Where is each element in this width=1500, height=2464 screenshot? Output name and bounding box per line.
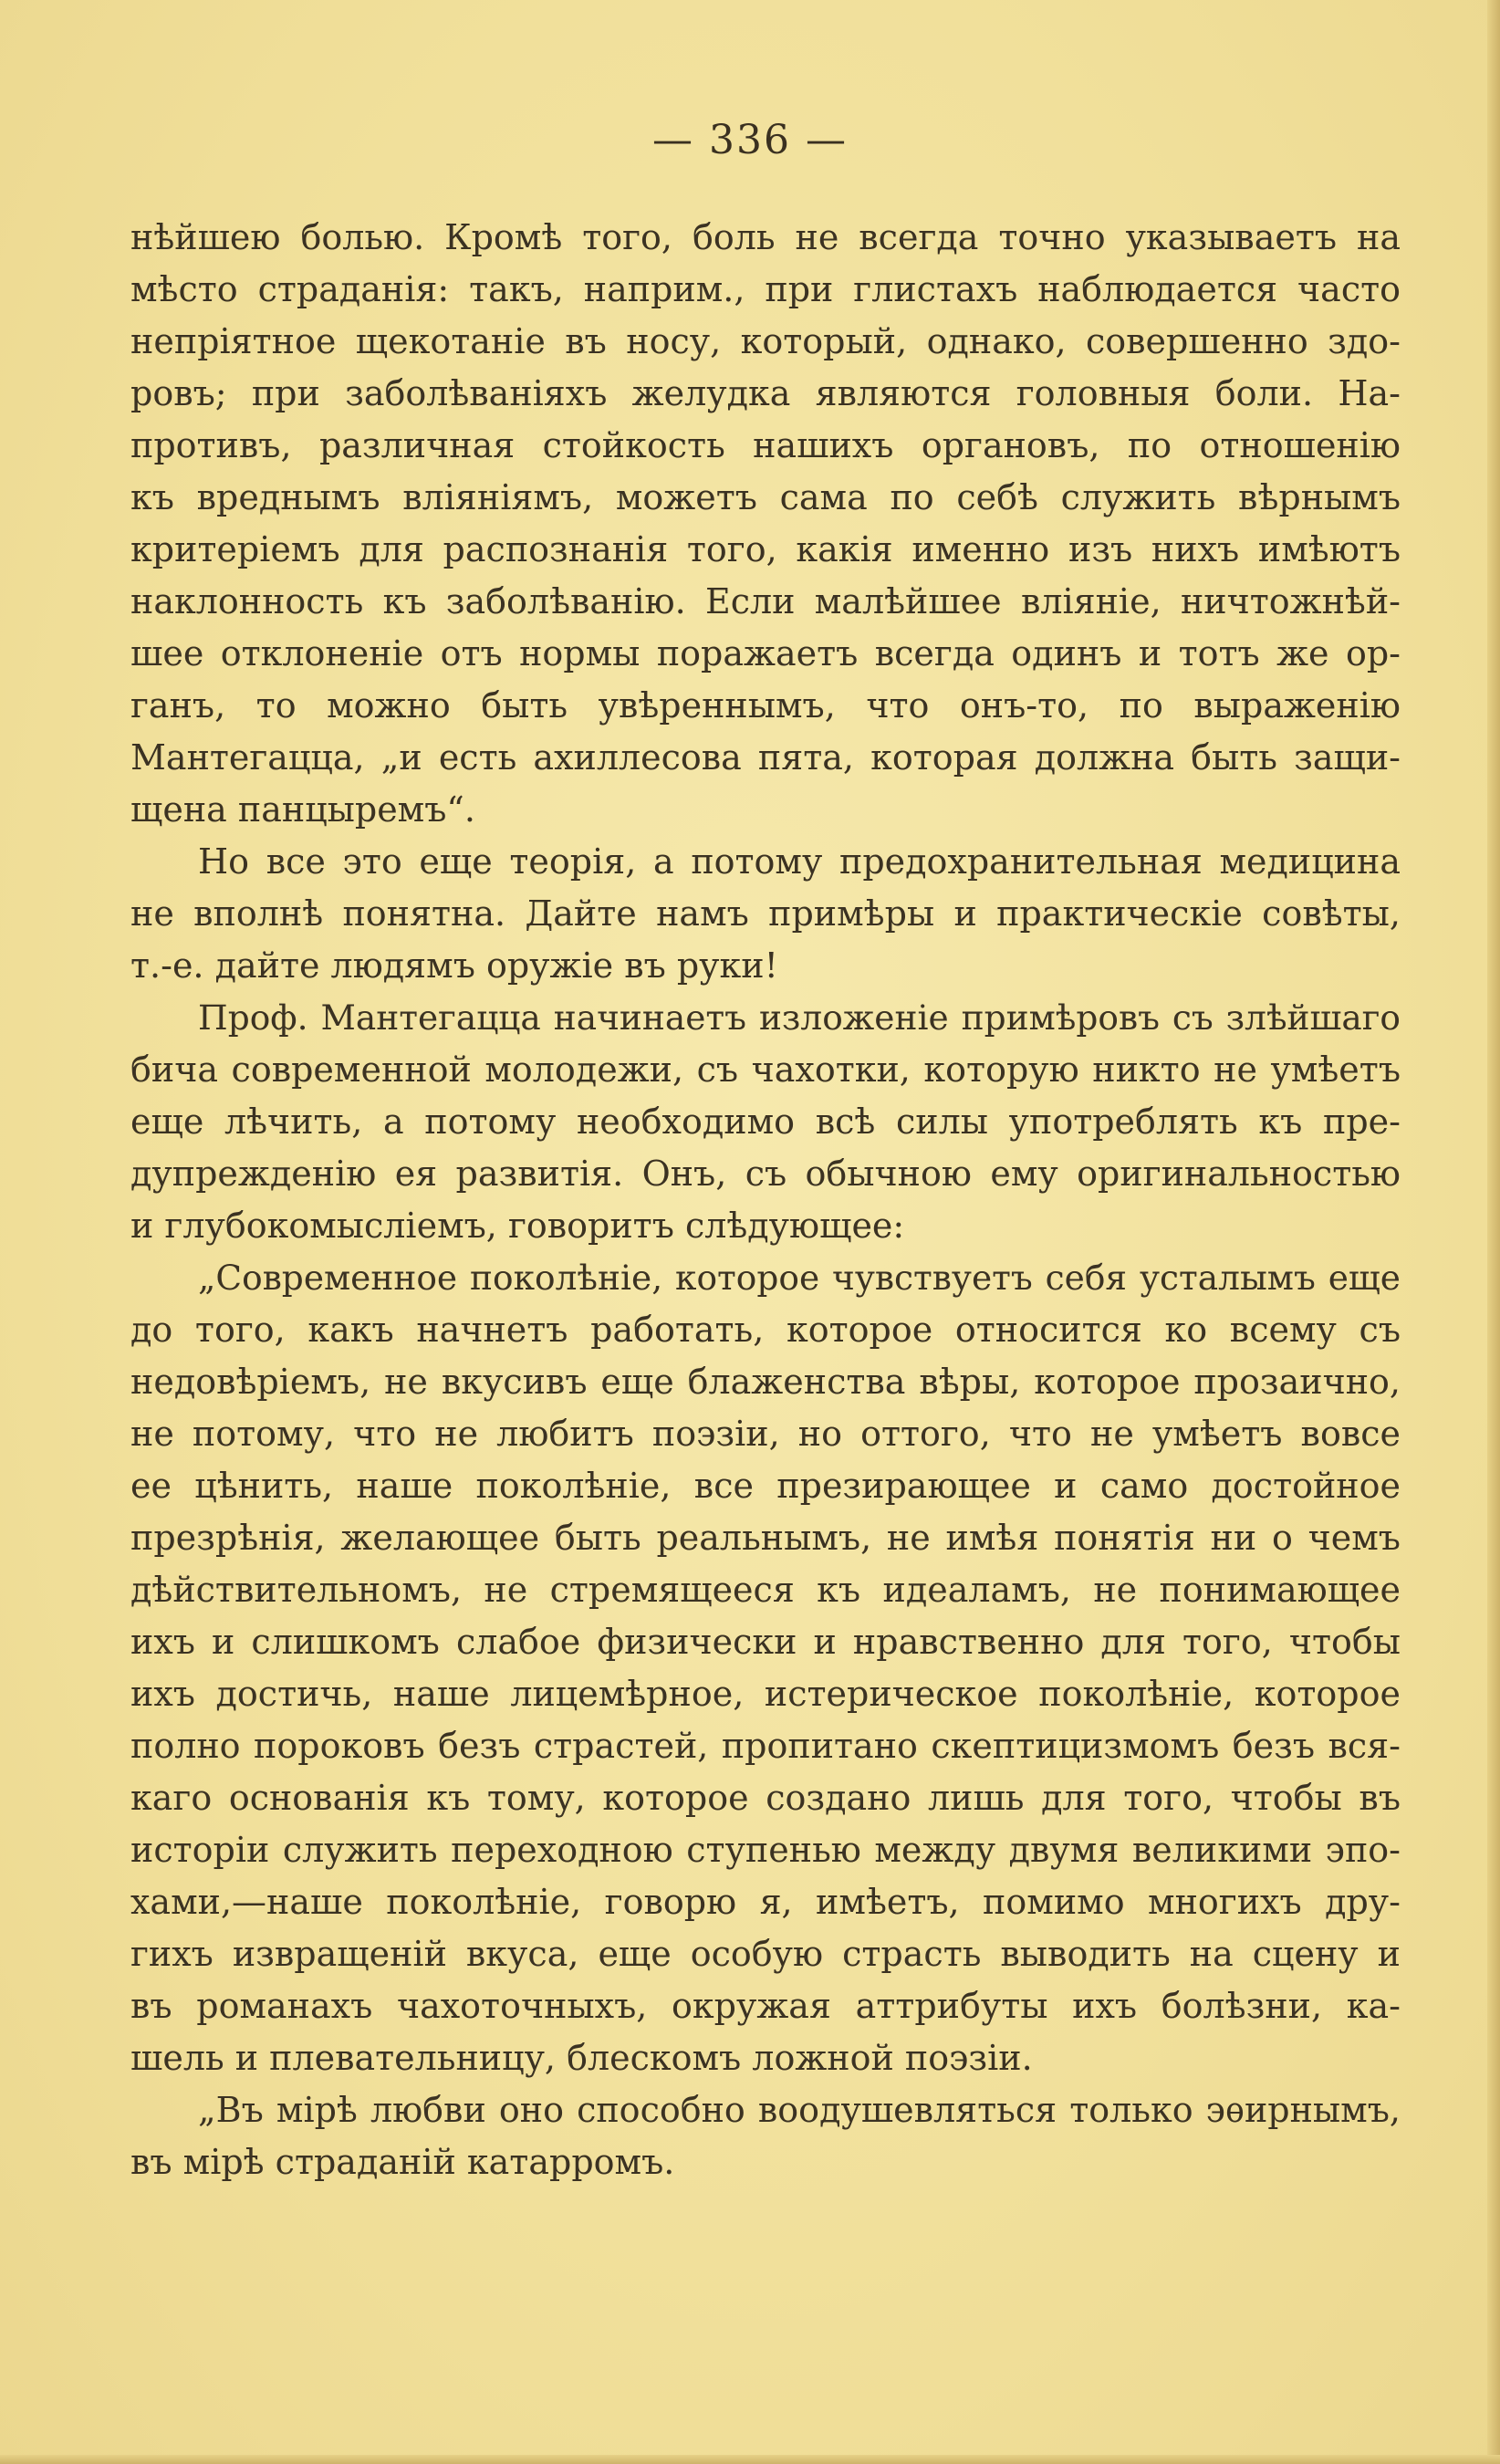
- text-line: исторіи служить переходною ступенью между двумя великими эпо-: [130, 1830, 1401, 1870]
- text-line: Мантегацца, „и есть ахиллесова пята, которая должна быть защи-: [130, 737, 1401, 778]
- text-line: Проф. Мантегацца начинаетъ изложеніе примѣровъ съ злѣйшаго: [198, 997, 1401, 1038]
- text-line: дупрежденію ея развитія. Онъ, съ обычною ему оригинальностью: [130, 1154, 1401, 1194]
- page-number: — 336 —: [652, 117, 848, 163]
- text-line: ее цѣнить, наше поколѣніе, все презирающее и само достойное: [130, 1466, 1401, 1506]
- text-line: нѣйшею болью. Кромѣ того, боль не всегда точно указываетъ на: [130, 217, 1401, 257]
- text-line: ровъ; при заболѣваніяхъ желудка являются головныя боли. На-: [130, 373, 1401, 413]
- text-line: шее отклоненіе отъ нормы поражаетъ всегда одинъ и тотъ же ор-: [130, 633, 1401, 673]
- text-line: и глубокомысліемъ, говоритъ слѣдующее:: [130, 1206, 905, 1246]
- text-line: не потому, что не любитъ поэзіи, но оттого, что не умѣетъ вовсе: [130, 1414, 1401, 1454]
- text-line: каго основанія къ тому, которое создано лишь для того, чтобы въ: [130, 1778, 1401, 1818]
- text-line: недовѣріемъ, не вкусивъ еще блаженства вѣры, которое прозаично,: [130, 1362, 1401, 1402]
- text-line: критеріемъ для распознанія того, какія именно изъ нихъ имѣютъ: [130, 529, 1401, 569]
- body-text: [130, 212, 1401, 2188]
- text-line: дѣйствительномъ, не стремящееся къ идеаламъ, не понимающее: [130, 1570, 1401, 1610]
- text-line: ганъ, то можно быть увѣреннымъ, что онъ-то, по выраженію: [130, 685, 1401, 726]
- text-line: т.-е. дайте людямъ оружіе въ руки!: [130, 945, 778, 986]
- text-line: мѣсто страданія: такъ, наприм., при глистахъ наблюдается часто: [130, 269, 1401, 309]
- text-line: хами,—наше поколѣніе, говорю я, имѣетъ, помимо многихъ дру-: [130, 1882, 1401, 1922]
- text-line: „Современное поколѣніе, которое чувствуетъ себя усталымъ еще: [198, 1258, 1401, 1298]
- text-line: Но все это еще теорія, а потому предохранительная медицина: [198, 841, 1401, 882]
- text-line: къ вреднымъ вліяніямъ, можетъ сама по себѣ служить вѣрнымъ: [130, 477, 1401, 517]
- text-line: въ романахъ чахоточныхъ, окружая аттрибуты ихъ болѣзни, ка-: [130, 1986, 1401, 2026]
- text-line: ихъ достичь, наше лицемѣрное, истерическое поколѣніе, которое: [130, 1674, 1401, 1714]
- page-edge-bottom: [0, 2455, 1500, 2464]
- text-line: полно пороковъ безъ страстей, пропитано скептицизмомъ безъ вся-: [130, 1726, 1401, 1766]
- text-line: противъ, различная стойкость нашихъ органовъ, по отношенію: [130, 425, 1401, 465]
- text-line: „Въ мірѣ любви оно способно воодушевляться только эѳирнымъ,: [198, 2090, 1401, 2130]
- text-line: ихъ и слишкомъ слабое физически и нравственно для того, чтобы: [130, 1622, 1401, 1662]
- text-line: до того, какъ начнетъ работать, которое относится ко всему съ: [130, 1310, 1401, 1350]
- page-edge-right: [1487, 0, 1500, 2464]
- text-line: шель и плевательницу, блескомъ ложной поэзіи.: [130, 2038, 1033, 2078]
- text-line: гихъ извращеній вкуса, еще особую страсть выводить на сцену и: [130, 1934, 1401, 1974]
- text-line: презрѣнія, желающее быть реальнымъ, не имѣя понятія ни о чемъ: [130, 1518, 1401, 1558]
- text-line: непріятное щекотаніе въ носу, который, однако, совершенно здо-: [130, 321, 1401, 361]
- text-line: щена панцыремъ“.: [130, 789, 475, 830]
- text-line: въ мірѣ страданій катарромъ.: [130, 2142, 675, 2182]
- text-line: еще лѣчить, а потому необходимо всѣ силы употреблять къ пре-: [130, 1101, 1401, 1142]
- text-line: бича современной молодежи, съ чахотки, которую никто не умѣетъ: [130, 1049, 1401, 1090]
- text-line: не вполнѣ понятна. Дайте намъ примѣры и практическіе совѣты,: [130, 893, 1401, 934]
- text-line: наклонность къ заболѣванію. Если малѣйшее вліяніе, ничтожнѣй-: [130, 581, 1401, 621]
